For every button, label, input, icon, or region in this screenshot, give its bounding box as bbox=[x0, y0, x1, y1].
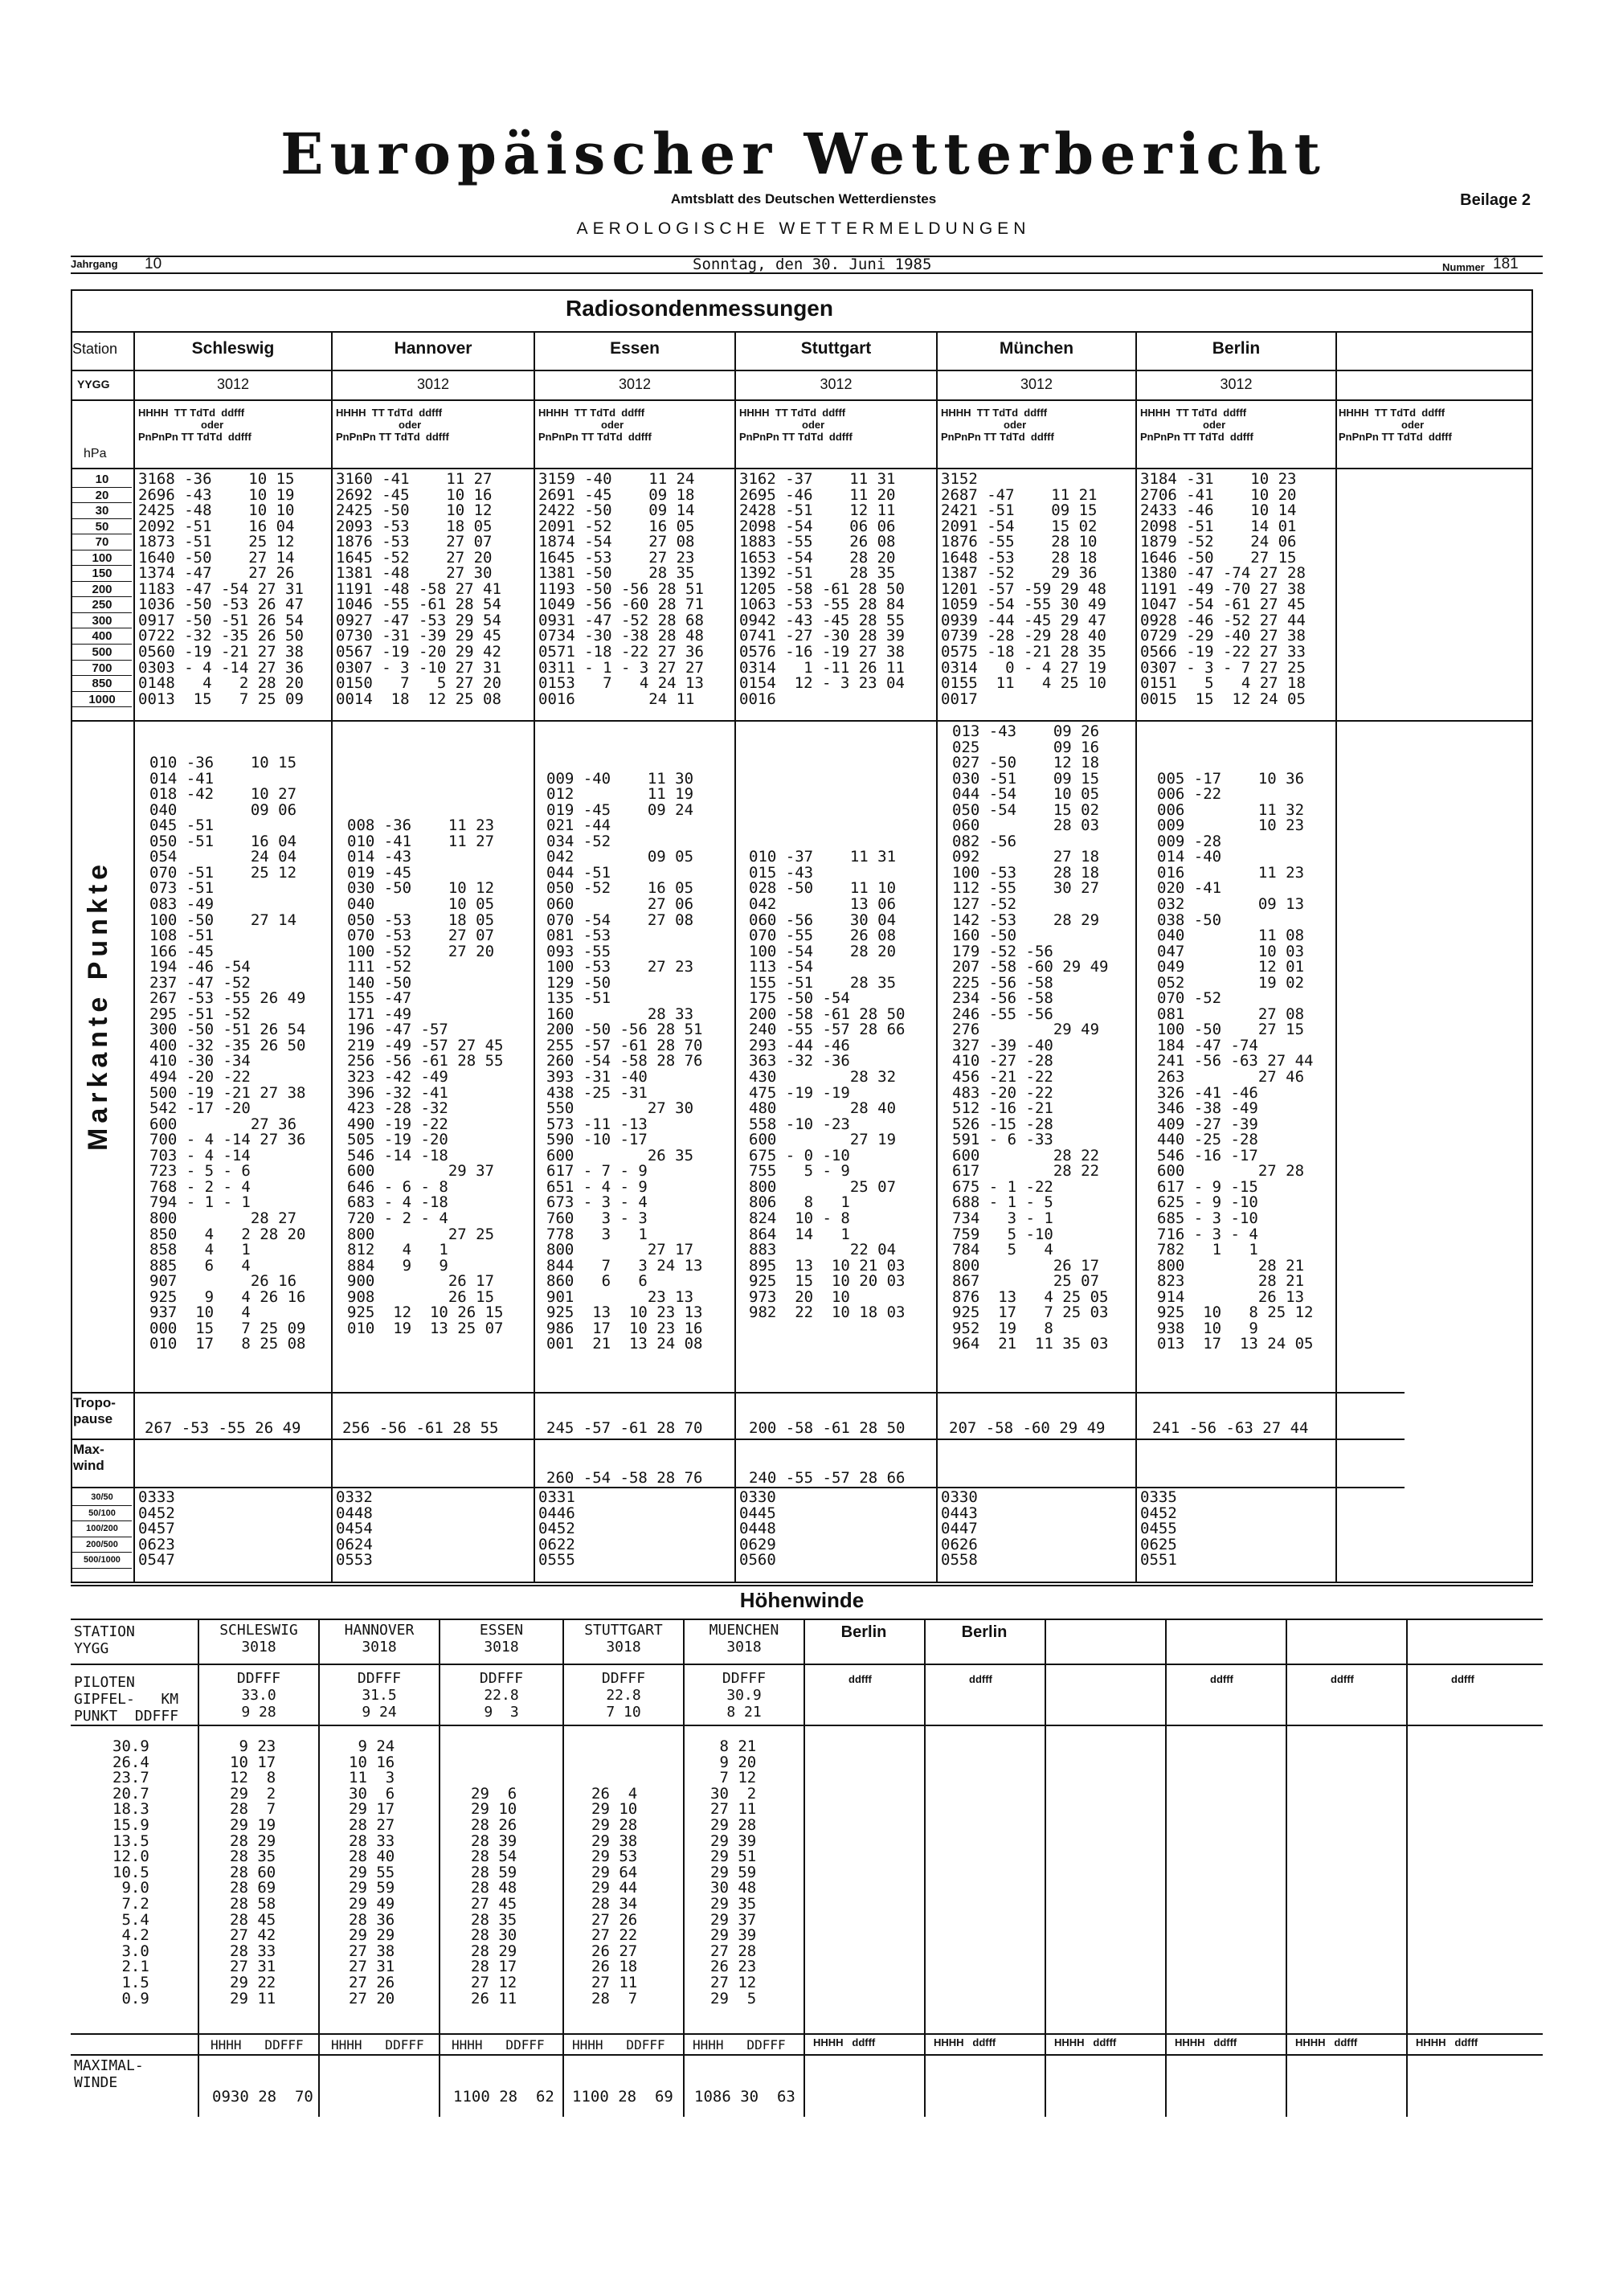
hpa-level: 300 bbox=[72, 613, 132, 629]
maxwinde-muenchen: 1086 30 63 bbox=[694, 2088, 795, 2106]
hw-hhhh-11: HHHH ddfff bbox=[1416, 2036, 1478, 2048]
hw-col-schleswig: 9 23 10 17 12 8 29 2 28 7 29 19 28 29 28 35 28 60 28 69 28 58 28 45 27 42 28 33 27 31 29 22 29 11 bbox=[230, 1737, 276, 2007]
maxwinde-essen: 1100 28 62 bbox=[453, 2088, 554, 2106]
hw-ddfff-4: ddfff bbox=[1331, 1673, 1354, 1685]
hoehenwinde-title: Höhenwinde bbox=[739, 1588, 865, 1612]
hw-station-hannover: HANNOVER 3018 DDFFF 31.5 9 24 bbox=[344, 1622, 415, 1721]
maxwinde-label: MAXIMAL- WINDE bbox=[74, 2057, 144, 2091]
hw-col-hannover: 9 24 10 16 11 3 30 6 29 17 28 27 28 33 28 40 29 55 29 59 29 49 28 36 29 29 27 38 27 31 27 26 27 20 bbox=[349, 1737, 395, 2007]
station-hannover: Hannover bbox=[394, 339, 472, 358]
station-muenchen: München bbox=[999, 339, 1074, 358]
shear-level: 200/500 bbox=[72, 1537, 132, 1553]
marks-hannover: 008 -36 11 23 010 -41 11 27 014 -43 019 -45 030 -50 10 12 040 10 05 050 -53 18 05 070 -53 27 07 100 -52 27 20 111 -52 140 -50 155 -47 171 -49 196 -47 -57 219 -49 -57 27 45 256 -56 -61 28 55 323 -42 -49 396 -32 -41 423 -28 -32 490 -19 -22 505 -19 -20 546 -14 -18 600 29 37 646 - 6 - 8 683 - 4 -18 720 - 2 - 4 800 27 25 812 4 1 884 9 9 900 26 17 908 26 15 925 12 10 26 15 010 19 13 25 07 bbox=[347, 816, 504, 1337]
hpa-level: 500 bbox=[72, 645, 132, 661]
hw-heights: 30.9 26.4 23.7 20.7 18.3 15.9 13.5 12.0 10.5 9.0 7.2 5.4 4.2 3.0 2.1 1.5 0.9 bbox=[112, 1737, 149, 2007]
maxwind-stuttgart: 240 -55 -57 28 66 bbox=[749, 1469, 906, 1487]
std-levels-berlin: 3184 -31 10 23 2706 -41 10 20 2433 -46 10 14 2098 -51 14 01 1879 -52 24 06 1646 -50 27 15 1380 -47 -74 27 28 1191 -49 -70 27 38 1047 -54 -61 27 45 0928 -46 -52 27 44 0729 -29 -40 27 38 0566 -19 -22 27 33 0307 - 3 - 7 27 25 0151 5 4 27 18 0015 15 12 24 05 bbox=[1140, 470, 1306, 708]
hw-hhhh-10: HHHH ddfff bbox=[1295, 2036, 1358, 2048]
hw-berlin-1: Berlin bbox=[840, 1623, 887, 1641]
hw-col-essen: 29 6 29 10 28 26 28 39 28 54 28 59 28 48 27 45 28 35 28 30 28 29 28 17 27 12 26 11 bbox=[471, 1784, 517, 2007]
tropo-stuttgart: 200 -58 -61 28 50 bbox=[749, 1419, 906, 1437]
maxwind-label: Max-wind bbox=[73, 1442, 104, 1473]
hw-station-stuttgart: STUTTGART 3018 DDFFF 22.8 7 10 bbox=[584, 1622, 663, 1721]
yygg-berlin: 3012 bbox=[1220, 376, 1253, 392]
std-levels-hannover: 3160 -41 11 27 2692 -45 10 16 2425 -50 10 12 2093 -53 18 05 1876 -53 27 07 1645 -52 27 20 1381 -48 27 30 1191 -48 -58 27 41 1046 -55 -61 28 54 0927 -47 -53 29 54 0730 -31 -39 29 45 0567 -19 -20 29 42 0307 - 3 -10 27 31 0150 7 5 27 20 0014 18 12 25 08 bbox=[336, 470, 501, 708]
std-levels-schleswig: 3168 -36 10 15 2696 -43 10 19 2425 -48 10 10 2092 -51 16 04 1873 -51 25 12 1640 -50 27 14 1374 -47 27 26 1183 -47 -54 27 31 1036 -50 -53 26 47 0917 -50 -51 26 54 0722 -32 -35 26 50 0560 -19 -21 27 38 0303 - 4 -14 27 36 0148 4 2 28 20 0013 15 7 25 09 bbox=[138, 470, 304, 708]
colhdr-6: HHHH TT TdTd ddfff oder PnPnPn TT TdTd ddfff bbox=[1140, 407, 1253, 443]
hw-hhhh-4: HHHH DDFFF bbox=[572, 2037, 665, 2052]
hpa-levels bbox=[72, 472, 132, 707]
shear-essen: 0331 0446 0452 0622 0555 bbox=[538, 1488, 575, 1570]
yygg-hannover: 3012 bbox=[416, 376, 450, 392]
station-berlin: Berlin bbox=[1212, 339, 1261, 358]
station-label: Station bbox=[72, 341, 118, 357]
station-schleswig: Schleswig bbox=[191, 339, 275, 358]
yygg-label: YYGG bbox=[77, 378, 110, 391]
std-levels-essen: 3159 -40 11 24 2691 -45 09 18 2422 -50 09 14 2091 -52 16 05 1874 -54 27 08 1645 -53 27 23 1381 -50 28 35 1193 -50 -56 28 51 1049 -56 -60 28 71 0931 -47 -52 28 68 0734 -30 -38 28 48 0571 -18 -22 27 36 0311 - 1 - 3 27 27 0153 7 4 24 13 0016 24 11 bbox=[538, 470, 704, 708]
marks-schleswig: 010 -36 10 15 014 -41 018 -42 10 27 040 09 06 045 -51 050 -51 16 04 054 24 04 070 -51 25 12 073 -51 083 -49 100 -50 27 14 108 -51 166 -45 194 -46 -54 237 -47 -52 267 -53 -55 26 49 295 -51 -52 300 -50 -51 26 54 400 -32 -35 26 50 410 -30 -34 494 -20 -22 500 -19 -21 27 38 542 -17 -20 600 27 36 700 - 4 -14 27 36 703 - 4 -14 723 - 5 - 6 768 - 2 - 4 794 - 1 - 1 800 28 27 850 4 2 28 20 858 4 1 885 6 4 907 26 16 925 9 4 26 16 937 10 4 000 15 7 25 09 010 17 8 25 08 bbox=[149, 754, 306, 1353]
colhdr-3: HHHH TT TdTd ddfff oder PnPnPn TT TdTd ddfff bbox=[538, 407, 652, 443]
hw-berlin-2: Berlin bbox=[961, 1623, 1008, 1641]
colhdr-1: HHHH TT TdTd ddfff oder PnPnPn TT TdTd ddfff bbox=[138, 407, 251, 443]
hpa-level: 400 bbox=[72, 628, 132, 645]
shear-labels bbox=[72, 1490, 132, 1569]
markante-punkte-label: Markante Punkte bbox=[83, 859, 113, 1151]
hpa-level: 700 bbox=[72, 661, 132, 677]
hpa-level: 1000 bbox=[72, 692, 132, 708]
hpa-level: 100 bbox=[72, 550, 132, 567]
std-levels-stuttgart: 3162 -37 11 31 2695 -46 11 20 2428 -51 12 11 2098 -54 06 06 1883 -55 26 08 1653 -54 28 20 1392 -51 28 35 1205 -58 -61 28 50 1063 -53 -55 28 84 0942 -43 -45 28 55 0741 -27 -30 28 39 0576 -16 -19 27 38 0314 1 -11 26 11 0154 12 - 3 23 04 0016 bbox=[739, 470, 905, 708]
shear-berlin: 0335 0452 0455 0625 0551 bbox=[1140, 1488, 1177, 1570]
hpa-level: 70 bbox=[72, 534, 132, 550]
hpa-level: 50 bbox=[72, 519, 132, 535]
hpa-level: 30 bbox=[72, 503, 132, 519]
radiosonde-title: Radiosondenmessungen bbox=[566, 296, 833, 321]
shear-level: 50/100 bbox=[72, 1506, 132, 1522]
hw-hhhh-1: HHHH DDFFF bbox=[211, 2037, 304, 2052]
section-title: AEROLOGISCHE WETTERMELDUNGEN bbox=[576, 219, 1031, 238]
hw-row-labels: STATION YYGG PILOTEN GIPFEL- KM PUNKT DDFFF bbox=[74, 1623, 179, 1725]
hw-col-stuttgart: 26 4 29 10 29 28 29 38 29 53 29 64 29 44 28 34 27 26 27 22 26 27 26 18 27 11 28 7 bbox=[591, 1784, 638, 2007]
yygg-schleswig: 3012 bbox=[216, 376, 250, 392]
shear-level: 500/1000 bbox=[72, 1553, 132, 1569]
yygg-essen: 3012 bbox=[618, 376, 652, 392]
hw-hhhh-5: HHHH DDFFF bbox=[693, 2037, 786, 2052]
colhdr-7: HHHH TT TdTd ddfff oder PnPnPn TT TdTd ddfff bbox=[1339, 407, 1452, 443]
std-levels-muenchen: 3152 2687 -47 11 21 2421 -51 09 15 2091 -54 15 02 1876 -55 28 10 1648 -53 28 18 1387 -52 29 36 1201 -57 -59 29 48 1059 -54 -55 30 49 0939 -44 -45 29 47 0739 -28 -29 28 40 0575 -18 -21 28 35 0314 0 - 4 27 19 0155 11 4 25 10 0017 bbox=[941, 470, 1106, 708]
colhdr-5: HHHH TT TdTd ddfff oder PnPnPn TT TdTd ddfff bbox=[941, 407, 1054, 443]
nummer-label: Nummer bbox=[1442, 261, 1485, 273]
colhdr-4: HHHH TT TdTd ddfff oder PnPnPn TT TdTd ddfff bbox=[739, 407, 853, 443]
marks-muenchen: 013 -43 09 26 025 09 16 027 -50 12 18 030 -51 09 15 044 -54 10 05 050 -54 15 02 060 28 03 082 -56 092 27 18 100 -53 28 18 112 -55 30 27 127 -52 142 -53 28 29 160 -50 179 -52 -56 207 -58 -60 29 49 225 -56 -58 234 -56 -58 246 -55 -56 276 29 49 327 -39 -40 410 -27 -28 456 -21 -22 483 -20 -22 512 -16 -21 526 -15 -28 591 - 6 -33 600 28 22 617 28 22 675 - 1 -22 688 - 1 - 5 734 3 - 1 759 5 -10 784 5 4 800 26 17 867 25 07 876 13 4 25 05 925 17 7 25 03 952 19 8 964 21 11 35 03 bbox=[952, 722, 1109, 1353]
yygg-stuttgart: 3012 bbox=[820, 376, 853, 392]
hw-col-muenchen: 8 21 9 20 7 12 30 2 27 11 29 28 29 39 29 51 29 59 30 48 29 35 29 37 29 39 27 28 26 23 27 12 29 5 bbox=[710, 1737, 757, 2007]
shear-muenchen: 0330 0443 0447 0626 0558 bbox=[941, 1488, 978, 1570]
hw-ddfff-5: ddfff bbox=[1451, 1673, 1474, 1685]
hw-hhhh-7: HHHH ddfff bbox=[934, 2036, 996, 2048]
jahrgang-label: Jahrgang bbox=[71, 258, 118, 270]
nummer-value: 181 bbox=[1493, 256, 1519, 272]
hw-hhhh-8: HHHH ddfff bbox=[1054, 2036, 1117, 2048]
hw-ddfff-2: ddfff bbox=[969, 1673, 992, 1685]
hpa-level: 250 bbox=[72, 597, 132, 613]
hw-hhhh-6: HHHH ddfff bbox=[813, 2036, 876, 2048]
hpa-level: 200 bbox=[72, 582, 132, 598]
hw-ddfff-3: ddfff bbox=[1210, 1673, 1233, 1685]
station-essen: Essen bbox=[610, 339, 660, 358]
maxwind-essen: 260 -54 -58 28 76 bbox=[546, 1469, 703, 1487]
tropopause-label: Tropo-pause bbox=[73, 1395, 116, 1426]
maxwinde-schleswig: 0930 28 70 bbox=[212, 2088, 313, 2106]
page-subtitle: Amtsblatt des Deutschen Wetterdienstes bbox=[670, 191, 937, 207]
maxwinde-stuttgart: 1100 28 69 bbox=[572, 2088, 673, 2106]
marks-berlin: 005 -17 10 36 006 -22 006 11 32 009 10 23 009 -28 014 -40 016 11 23 020 -41 032 09 13 038 -50 040 11 08 047 10 03 049 12 01 052 19 02 070 -52 081 27 08 100 -50 27 15 184 -47 -74 241 -56 -63 27 44 263 27 46 326 -41 -46 346 -38 -49 409 -27 -39 440 -25 -28 546 -16 -17 600 27 28 617 - 9 -15 625 - 9 -10 685 - 3 -10 716 - 3 - 4 782 1 1 800 28 21 823 28 21 914 26 13 925 10 8 25 12 938 10 9 013 17 13 24 05 bbox=[1157, 769, 1314, 1353]
hw-hhhh-3: HHHH DDFFF bbox=[452, 2037, 545, 2052]
jahrgang-value: 10 bbox=[145, 256, 162, 272]
issue-date: Sonntag, den 30. Juni 1985 bbox=[693, 256, 932, 273]
hw-hhhh-9: HHHH ddfff bbox=[1175, 2036, 1237, 2048]
tropo-hannover: 256 -56 -61 28 55 bbox=[342, 1419, 499, 1437]
shear-stuttgart: 0330 0445 0448 0629 0560 bbox=[739, 1488, 776, 1570]
hpa-level: 150 bbox=[72, 566, 132, 582]
beilage-label: Beilage 2 bbox=[1460, 191, 1531, 209]
shear-level: 30/50 bbox=[72, 1490, 132, 1506]
tropo-muenchen: 207 -58 -60 29 49 bbox=[949, 1419, 1106, 1437]
hpa-label: hPa bbox=[84, 447, 107, 460]
marks-stuttgart: 010 -37 11 31 015 -43 028 -50 11 10 042 13 06 060 -56 30 04 070 -55 26 08 100 -54 28 20 113 -54 155 -51 28 35 175 -50 -54 200 -58 -61 28 50 240 -55 -57 28 66 293 -44 -46 363 -32 -36 430 28 32 475 -19 -19 480 28 40 558 -10 -23 600 27 19 675 - 0 -10 755 5 - 9 800 25 07 806 8 1 824 10 - 8 864 14 1 883 22 04 895 13 10 21 03 925 15 10 20 03 973 20 10 982 22 10 18 03 bbox=[749, 848, 906, 1322]
hpa-level: 850 bbox=[72, 676, 132, 692]
colhdr-2: HHHH TT TdTd ddfff oder PnPnPn TT TdTd ddfff bbox=[336, 407, 449, 443]
yygg-muenchen: 3012 bbox=[1020, 376, 1053, 392]
hw-station-essen: ESSEN 3018 DDFFF 22.8 9 3 bbox=[479, 1622, 524, 1721]
shear-level: 100/200 bbox=[72, 1521, 132, 1537]
page-title: Europäischer Wetterbericht bbox=[280, 121, 1327, 187]
hw-station-schleswig: SCHLESWIG 3018 DDFFF 33.0 9 28 bbox=[219, 1622, 298, 1721]
hw-station-muenchen: MUENCHEN 3018 DDFFF 30.9 8 21 bbox=[709, 1622, 779, 1721]
station-stuttgart: Stuttgart bbox=[800, 339, 872, 358]
hpa-level: 10 bbox=[72, 472, 132, 488]
hpa-level: 20 bbox=[72, 488, 132, 504]
tropo-schleswig: 267 -53 -55 26 49 bbox=[145, 1419, 301, 1437]
tropo-essen: 245 -57 -61 28 70 bbox=[546, 1419, 703, 1437]
shear-hannover: 0332 0448 0454 0624 0553 bbox=[336, 1488, 373, 1570]
tropo-berlin: 241 -56 -63 27 44 bbox=[1152, 1419, 1309, 1437]
marks-essen: 009 -40 11 30 012 11 19 019 -45 09 24 021 -44 034 -52 042 09 05 044 -51 050 -52 16 05 060 27 06 070 -54 27 08 081 -53 093 -55 100 -53 27 23 129 -50 135 -51 160 28 33 200 -50 -56 28 51 255 -57 -61 28 70 260 -54 -58 28 76 393 -31 -40 438 -25 -31 550 27 30 573 -11 -13 590 -10 -17 600 26 35 617 - 7 - 9 651 - 4 - 9 673 - 3 - 4 760 3 - 3 778 3 1 800 27 17 844 7 3 24 13 860 6 6 901 23 13 925 13 10 23 13 986 17 10 23 16 001 21 13 24 08 bbox=[546, 769, 703, 1353]
shear-schleswig: 0333 0452 0457 0623 0547 bbox=[138, 1488, 175, 1570]
hw-hhhh-2: HHHH DDFFF bbox=[331, 2037, 424, 2052]
hw-ddfff-1: ddfff bbox=[848, 1673, 872, 1685]
